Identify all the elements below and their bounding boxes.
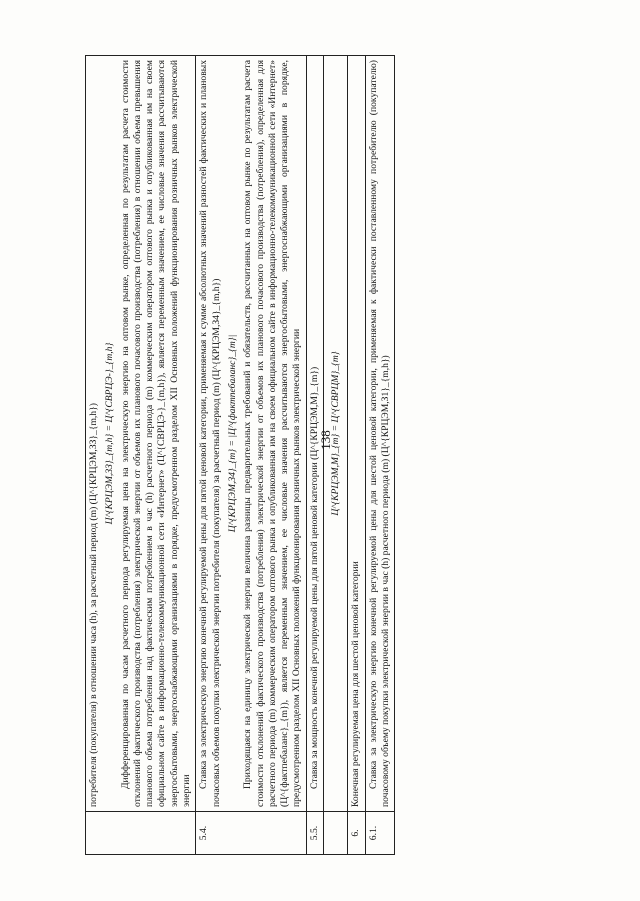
- table-row: [365, 56, 395, 855]
- row-content: [196, 56, 306, 812]
- row-content: [86, 56, 196, 812]
- formula: Ц^{КРЦЭМ,М}_{m} = Ц^{СВРЦМ}_{m}: [330, 351, 342, 516]
- rotated-table-wrapper: [85, 55, 625, 855]
- table-row: [196, 56, 306, 855]
- table-row: [348, 56, 365, 855]
- row-number: 5.5.: [306, 812, 323, 855]
- row-number: [86, 812, 196, 855]
- page-number: 138: [318, 430, 333, 450]
- formula: Ц^{КРЦЭМ,З4}_{m} = |Ц^{фактпебаланс}_{m}|: [226, 334, 238, 533]
- row-paragraph: Ставка за электрическую энергию конечной регулируемой цены для пятой ценовой категории, применяемая к сумме абсолютных значений разностей фактических и плановых почасовых объемов покупки электрической энергии потребителя (покупателя) за расчетный период (m) (Ц^{КРЦЭМ,З4}_{m,h}): [198, 60, 222, 807]
- row-paragraph: потребителя (покупателя) в отношении часа (h), за расчетный период (m) (Ц^{КРЦЭМ,ЗЗ}_{m,h}): [88, 403, 99, 807]
- table-row: [86, 56, 196, 855]
- tariff-table: [85, 55, 395, 855]
- row-number: 6.: [348, 812, 365, 855]
- row-paragraph: Конечная регулируемая цена для шестой ценовой категории: [350, 561, 362, 807]
- row-number: 5.4.: [196, 812, 306, 855]
- row-paragraph: Дифференцированная по часам расчетного периода регулируемая цена на электрическую энергию на оптовом рынке, определенная по результатам расчета стоимости отклонений фактического производства (потребления) электрической энергии от объемов их планового почасового производства (потребления) в отношении объема превышения планового объема потребления над фактическим потреблением в час (h) расчетного периода (m) коммерческим оператором оптового рынка и опубликованная им на своем официальном сайте в информационно-телекоммуникационной сети «Интернет» (Ц^{СВРЦЭ-}_{m,h}), является переменным значением, ее числовые значения рассчитываются энергосбытовыми, энергоснабжающими организациями в порядке, предусмотренном разделом XII Основных положений функционирования розничных рынков электрической энергии: [119, 60, 193, 807]
- formula: Ц^{КРЦЭМ,ЗЗ}_{m,h} = Ц^{СВРЦЭ-}_{m,h}: [104, 342, 116, 525]
- row-content: [306, 56, 323, 812]
- table-row: [324, 56, 348, 855]
- row-content: [324, 56, 348, 812]
- row-content: [348, 56, 365, 812]
- row-paragraph: Ставка за электрическую энергию конечной регулируемой цены для шестой ценовой категории, применяемая к фактически поставленному потребителю (покупателю) почасовому объему покупки электрической энергии в час (h) расчетного периода (m) (Ц^{КРЦЭМ,З1}_{m,h}): [367, 60, 391, 807]
- row-paragraph: Ставка за мощность конечной регулируемой цены для пятой ценовой категории (Ц^{КРЦЭМ,М}_{m}): [308, 366, 320, 789]
- row-number-blank: [324, 812, 348, 855]
- row-content: [365, 56, 395, 812]
- row-paragraph: Приходящаяся на единицу электрической энергии величина разницы предварительных требований и обязательств, рассчитанных на оптовом рынке по результатам расчета стоимости отклонений фактического производства (потребления) электрической энергии от объемов их планового почасового производства (потребления), определенная для расчетного периода (m) коммерческим оператором оптового рынка и опубликованная им на своем официальном сайте в информационно-телекоммуникационной сети «Интернет» (Ц^{фактпебаланс}_{m}), является переменным значением, ее числовые значения рассчитываются энергосбытовыми, энергоснабжающими организациями в порядке, предусмотренном разделом XII Основных положений функционирования розничных рынков электрической энергии: [242, 60, 303, 807]
- row-number: 6.1.: [365, 812, 395, 855]
- table-row: [306, 56, 323, 855]
